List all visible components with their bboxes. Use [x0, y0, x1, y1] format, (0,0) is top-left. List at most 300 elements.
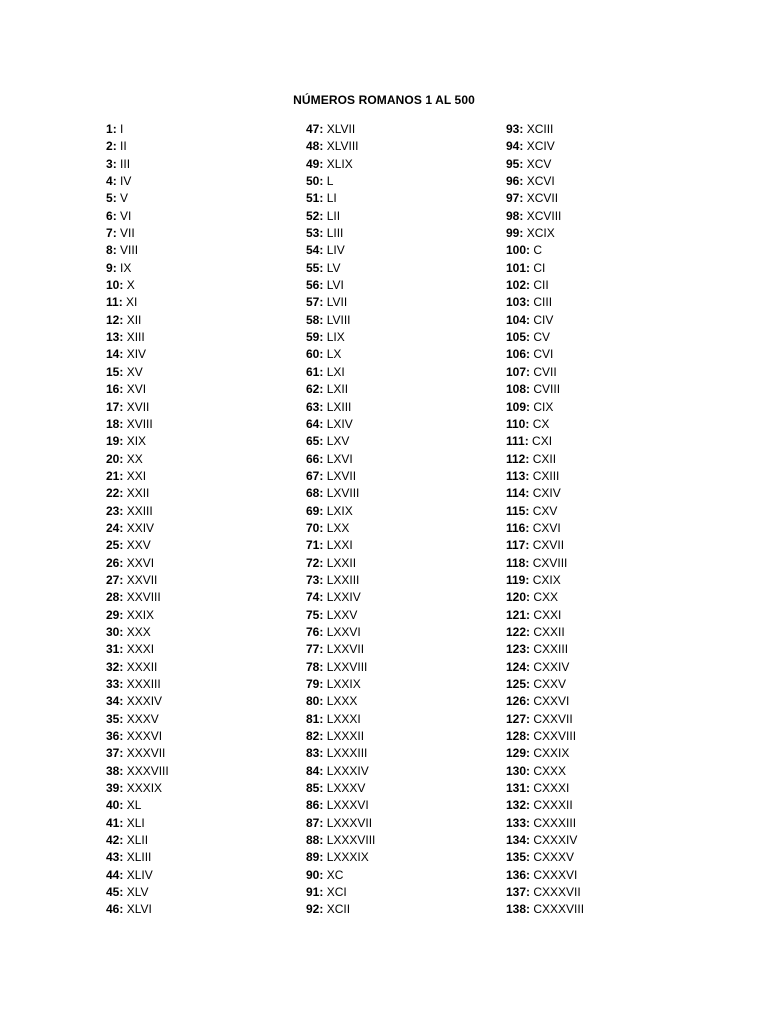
separator: : — [119, 677, 127, 691]
arabic-number: 9 — [106, 260, 113, 275]
numeral-entry — [106, 346, 169, 363]
numeral-entry — [306, 451, 375, 468]
separator: : — [118, 295, 127, 310]
arabic-number: 82 — [306, 729, 320, 744]
separator: : — [525, 503, 533, 518]
roman-numeral: CX — [532, 416, 550, 431]
separator: : — [119, 642, 127, 657]
arabic-number: 36 — [106, 729, 120, 744]
roman-numeral: XXVIII — [126, 590, 161, 605]
roman-numeral: LV — [326, 260, 341, 275]
roman-numeral: CXXXII — [533, 798, 573, 813]
numeral-entry — [506, 416, 584, 433]
numeral-entry — [506, 867, 584, 884]
numeral-entry — [306, 156, 375, 173]
roman-numeral: CXXII — [533, 624, 565, 639]
roman-numeral: LXVII — [326, 468, 357, 483]
separator: : — [112, 156, 121, 171]
separator: : — [525, 572, 533, 587]
numeral-entry — [306, 867, 375, 884]
numeral-column-1 — [106, 121, 169, 919]
separator: : — [519, 226, 527, 241]
arabic-number: 35 — [106, 711, 120, 726]
roman-numeral: CXII — [532, 451, 557, 466]
numeral-entry — [306, 832, 375, 849]
separator: : — [525, 468, 533, 483]
separator: : — [526, 729, 534, 744]
separator: : — [119, 538, 127, 553]
separator: : — [119, 711, 127, 726]
roman-numeral: LXIV — [326, 416, 353, 431]
numeral-entry — [506, 884, 584, 901]
separator: : — [526, 850, 534, 865]
numeral-entry — [506, 294, 584, 311]
separator: : — [319, 798, 327, 813]
arabic-number: 112 — [506, 451, 526, 466]
arabic-number: 40 — [106, 798, 120, 813]
numeral-entry — [306, 745, 375, 762]
arabic-number: 90 — [306, 867, 320, 882]
roman-numeral: CXXVIII — [533, 729, 577, 744]
roman-numeral: XX — [126, 451, 143, 466]
numeral-entry — [306, 659, 375, 676]
roman-numeral: LXX — [326, 520, 350, 535]
roman-numeral: XCV — [526, 156, 552, 171]
separator: : — [319, 122, 327, 136]
numeral-entry — [506, 485, 584, 502]
roman-numeral: XXXIX — [126, 781, 163, 796]
numeral-entry — [306, 555, 375, 572]
arabic-number: 121 — [506, 607, 527, 622]
arabic-number: 100 — [506, 243, 527, 258]
arabic-number: 13 — [106, 330, 120, 345]
roman-numeral: LXXXVI — [326, 798, 369, 813]
roman-numeral: CII — [533, 278, 549, 293]
roman-numeral: XLVIII — [326, 139, 359, 154]
numeral-entry — [306, 329, 375, 346]
arabic-number: 97 — [506, 191, 520, 206]
numeral-entry — [506, 433, 584, 450]
arabic-number: 19 — [106, 434, 120, 449]
arabic-number: 72 — [306, 555, 320, 570]
numeral-entry — [506, 451, 584, 468]
arabic-number: 4 — [106, 174, 113, 189]
roman-numeral: XXVI — [126, 555, 155, 570]
numeral-entry — [106, 589, 169, 606]
roman-numeral: LXXXV — [326, 781, 366, 796]
separator: : — [319, 278, 327, 293]
separator: : — [119, 815, 127, 830]
roman-numeral: CXIII — [532, 468, 560, 483]
numeral-entry — [506, 225, 584, 242]
arabic-number: 38 — [106, 763, 120, 778]
arabic-number: 136 — [506, 867, 527, 882]
arabic-number: 131 — [506, 781, 527, 796]
separator: : — [319, 330, 327, 345]
arabic-number: 92 — [306, 902, 320, 917]
separator: : — [119, 659, 127, 674]
arabic-number: 58 — [306, 312, 320, 327]
numeral-entry — [106, 607, 169, 624]
separator: : — [119, 902, 127, 917]
roman-numeral: L — [326, 174, 334, 189]
numeral-entry — [506, 555, 584, 572]
separator: : — [319, 226, 327, 241]
numeral-entry — [306, 676, 375, 693]
separator: : — [525, 451, 533, 466]
separator: : — [119, 590, 127, 605]
arabic-number: 127 — [506, 711, 527, 726]
arabic-number: 17 — [106, 399, 120, 414]
numeral-entry — [506, 745, 584, 762]
arabic-number: 41 — [106, 815, 120, 830]
roman-numeral: CVIII — [533, 382, 561, 397]
arabic-number: 68 — [306, 486, 320, 501]
arabic-number: 59 — [306, 330, 320, 345]
separator: : — [319, 139, 327, 154]
separator: : — [319, 902, 327, 917]
numeral-entry — [106, 763, 169, 780]
arabic-number: 86 — [306, 798, 320, 813]
separator: : — [526, 867, 534, 882]
roman-numeral: LXXV — [326, 607, 358, 622]
roman-numeral: XV — [126, 364, 143, 379]
separator: : — [526, 659, 534, 674]
arabic-number: 12 — [106, 312, 120, 327]
arabic-number: 10 — [106, 278, 120, 293]
roman-numeral: LXXXIX — [326, 850, 369, 865]
roman-numeral: XXIX — [126, 607, 155, 622]
separator: : — [119, 468, 127, 483]
arabic-number: 67 — [306, 468, 320, 483]
arabic-number: 8 — [106, 243, 113, 258]
arabic-number: 123 — [506, 642, 527, 657]
roman-numeral: CXV — [532, 503, 558, 518]
arabic-number: 114 — [506, 486, 526, 501]
numeral-entry — [506, 260, 584, 277]
separator: : — [319, 156, 327, 171]
separator: : — [526, 833, 534, 848]
arabic-number: 6 — [106, 208, 113, 223]
roman-numeral: CXXXIII — [533, 815, 577, 830]
numeral-entry — [106, 659, 169, 676]
roman-numeral: CXXXV — [533, 850, 575, 865]
numeral-entry — [506, 797, 584, 814]
arabic-number: 31 — [106, 642, 120, 657]
arabic-number: 132 — [506, 798, 527, 813]
separator: : — [526, 798, 534, 813]
arabic-number: 52 — [306, 208, 320, 223]
separator: : — [526, 677, 534, 691]
arabic-number: 95 — [506, 156, 520, 171]
arabic-number: 103 — [506, 295, 527, 310]
roman-numeral: CXXV — [533, 677, 567, 691]
roman-numeral: XCI — [326, 885, 347, 900]
separator: : — [119, 382, 127, 397]
numeral-entry — [106, 780, 169, 797]
separator: : — [319, 711, 327, 726]
arabic-number: 109 — [506, 399, 527, 414]
separator: : — [119, 763, 127, 778]
numeral-entry — [106, 225, 169, 242]
separator: : — [319, 434, 327, 449]
roman-numeral: XLII — [126, 833, 149, 848]
separator: : — [119, 503, 127, 518]
arabic-number: 133 — [506, 815, 527, 830]
numeral-entry — [506, 537, 584, 554]
arabic-number: 111 — [506, 434, 525, 449]
arabic-number: 96 — [506, 174, 520, 189]
arabic-number: 134 — [506, 833, 527, 848]
arabic-number: 42 — [106, 833, 120, 848]
numeral-entry — [506, 156, 584, 173]
separator: : — [319, 677, 327, 691]
separator: : — [526, 642, 534, 657]
roman-numeral: LXXXI — [326, 711, 361, 726]
separator: : — [319, 208, 327, 223]
arabic-number: 2 — [106, 139, 113, 154]
arabic-number: 85 — [306, 781, 320, 796]
arabic-number: 51 — [306, 191, 320, 206]
numeral-entry — [506, 520, 584, 537]
numeral-entry — [106, 485, 169, 502]
roman-numeral: XXV — [126, 538, 151, 553]
separator: : — [526, 590, 534, 605]
arabic-number: 14 — [106, 347, 120, 362]
numeral-entry — [306, 624, 375, 641]
separator: : — [526, 243, 534, 258]
roman-numeral: LXI — [326, 364, 345, 379]
arabic-number: 129 — [506, 746, 527, 761]
numeral-entry — [506, 676, 584, 693]
roman-numeral: LXXIII — [326, 572, 360, 587]
numeral-entry — [306, 346, 375, 363]
numeral-entry — [106, 815, 169, 832]
roman-numeral: XCIX — [526, 226, 555, 241]
roman-numeral: LXXXIII — [326, 746, 368, 761]
roman-numeral: XXVII — [126, 572, 158, 587]
numeral-entry — [106, 242, 169, 259]
roman-numeral: LXXX — [326, 694, 358, 709]
arabic-number: 70 — [306, 520, 320, 535]
arabic-number: 84 — [306, 763, 320, 778]
separator: : — [519, 191, 527, 206]
arabic-number: 65 — [306, 434, 320, 449]
arabic-number: 69 — [306, 503, 320, 518]
arabic-number: 49 — [306, 156, 320, 171]
separator: : — [319, 399, 327, 414]
roman-numeral: III — [120, 156, 131, 171]
separator: : — [526, 330, 534, 345]
numeral-entry — [306, 399, 375, 416]
numeral-entry — [306, 208, 375, 225]
roman-numeral: CXXVI — [533, 694, 570, 709]
numeral-entry — [306, 537, 375, 554]
roman-numeral: CXVII — [532, 538, 565, 553]
separator: : — [526, 815, 534, 830]
separator: : — [526, 885, 534, 900]
arabic-number: 27 — [106, 572, 120, 587]
numeral-entry — [106, 399, 169, 416]
roman-numeral: CVII — [533, 364, 557, 379]
numeral-entry — [506, 503, 584, 520]
roman-numeral: XC — [326, 867, 344, 882]
numeral-entry — [306, 520, 375, 537]
arabic-number: 77 — [306, 642, 320, 657]
separator: : — [519, 139, 527, 154]
roman-numeral: CXXXVIII — [533, 902, 585, 917]
roman-numeral: XII — [126, 312, 142, 327]
numeral-entry — [306, 138, 375, 155]
arabic-number: 50 — [306, 174, 320, 189]
roman-numeral: XCIII — [526, 122, 554, 136]
roman-numeral: II — [120, 139, 127, 154]
numeral-entry — [306, 797, 375, 814]
arabic-number: 24 — [106, 520, 120, 535]
separator: : — [112, 226, 121, 241]
numeral-entry — [306, 849, 375, 866]
numeral-entry — [106, 555, 169, 572]
arabic-number: 22 — [106, 486, 120, 501]
separator: : — [119, 520, 127, 535]
numeral-entry — [306, 572, 375, 589]
separator: : — [112, 191, 121, 206]
separator: : — [119, 833, 127, 848]
roman-numeral: XXX — [126, 624, 151, 639]
arabic-number: 105 — [506, 330, 527, 345]
arabic-number: 104 — [506, 312, 527, 327]
roman-numeral: LXII — [326, 382, 349, 397]
arabic-number: 126 — [506, 694, 527, 709]
arabic-number: 78 — [306, 659, 320, 674]
separator: : — [524, 434, 533, 449]
numeral-entry — [506, 208, 584, 225]
numeral-entry — [106, 416, 169, 433]
numeral-entry — [506, 607, 584, 624]
roman-numeral: IX — [120, 260, 132, 275]
numeral-entry — [306, 225, 375, 242]
numeral-entry — [506, 728, 584, 745]
arabic-number: 44 — [106, 867, 120, 882]
numeral-entry — [306, 589, 375, 606]
roman-numeral: XLIII — [126, 850, 152, 865]
roman-numeral: CIV — [533, 312, 554, 327]
separator: : — [519, 156, 527, 171]
arabic-number: 106 — [506, 347, 527, 362]
separator: : — [112, 122, 121, 136]
arabic-number: 16 — [106, 382, 120, 397]
arabic-number: 45 — [106, 885, 120, 900]
numeral-entry — [506, 468, 584, 485]
arabic-number: 118 — [506, 555, 526, 570]
numeral-entry — [506, 329, 584, 346]
arabic-number: 76 — [306, 624, 320, 639]
numeral-entry — [106, 849, 169, 866]
roman-numeral: XI — [126, 295, 138, 310]
separator: : — [319, 746, 327, 761]
numeral-entry — [306, 763, 375, 780]
roman-numeral: XXXII — [126, 659, 158, 674]
arabic-number: 122 — [506, 624, 527, 639]
separator: : — [112, 139, 121, 154]
separator: : — [119, 555, 127, 570]
separator: : — [319, 624, 327, 639]
separator: : — [119, 746, 127, 761]
separator: : — [319, 451, 327, 466]
numeral-entry — [506, 693, 584, 710]
roman-numeral: XLI — [126, 815, 145, 830]
numeral-entry — [306, 780, 375, 797]
roman-numeral: LVIII — [326, 312, 351, 327]
separator: : — [319, 729, 327, 744]
separator: : — [119, 624, 127, 639]
roman-numeral: C — [533, 243, 543, 258]
numeral-entry — [306, 693, 375, 710]
arabic-number: 53 — [306, 226, 320, 241]
numeral-entry — [106, 884, 169, 901]
roman-numeral: LX — [326, 347, 342, 362]
numeral-column-2 — [306, 121, 375, 919]
roman-numeral: LXXIX — [326, 677, 361, 691]
numeral-entry — [106, 173, 169, 190]
arabic-number: 34 — [106, 694, 120, 709]
separator: : — [526, 364, 534, 379]
roman-numeral: LXXXII — [326, 729, 365, 744]
numeral-entry — [306, 728, 375, 745]
numeral-entry — [306, 277, 375, 294]
separator: : — [526, 746, 534, 761]
separator: : — [319, 295, 327, 310]
separator: : — [119, 850, 127, 865]
separator: : — [119, 798, 127, 813]
roman-numeral: XCIV — [526, 139, 555, 154]
separator: : — [119, 486, 127, 501]
separator: : — [526, 312, 534, 327]
separator: : — [319, 867, 327, 882]
roman-numeral: LII — [326, 208, 341, 223]
roman-numeral: XXII — [126, 486, 150, 501]
numeral-entry — [106, 693, 169, 710]
arabic-number: 20 — [106, 451, 120, 466]
arabic-number: 18 — [106, 416, 120, 431]
numeral-entry — [106, 711, 169, 728]
numeral-entry — [106, 451, 169, 468]
roman-numeral: LXVIII — [326, 486, 360, 501]
roman-numeral: VII — [120, 226, 135, 241]
arabic-number: 1 — [106, 122, 113, 136]
roman-numeral: CIII — [533, 295, 553, 310]
separator: : — [119, 330, 127, 345]
separator: : — [319, 382, 327, 397]
arabic-number: 130 — [506, 763, 527, 778]
roman-numeral: CIX — [533, 399, 554, 414]
roman-numeral: XXI — [126, 468, 147, 483]
arabic-number: 128 — [506, 729, 527, 744]
arabic-number: 124 — [506, 659, 527, 674]
roman-numeral: CVI — [533, 347, 554, 362]
numeral-entry — [106, 260, 169, 277]
numeral-entry — [106, 156, 169, 173]
roman-numeral: CXVI — [532, 520, 561, 535]
numeral-entry — [506, 901, 584, 918]
numeral-entry — [506, 242, 584, 259]
separator: : — [519, 174, 527, 189]
roman-numeral: LXXVII — [326, 642, 365, 657]
arabic-number: 89 — [306, 850, 320, 865]
roman-numeral: CXXXI — [533, 781, 570, 796]
roman-numeral: LXXI — [326, 538, 353, 553]
separator: : — [119, 781, 127, 796]
